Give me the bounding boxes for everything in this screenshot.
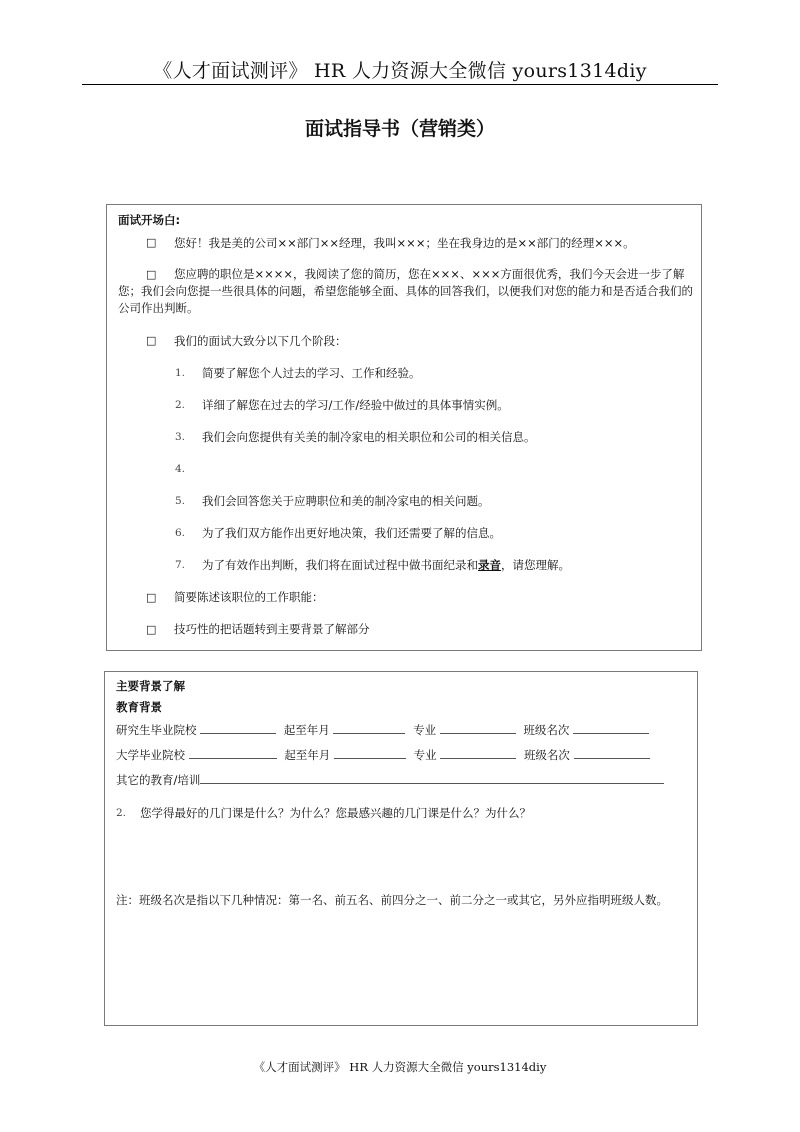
question-text: 您学得最好的几门课是什么？为什么？您最感兴趣的几门课是什么？为什么？ [140,806,531,820]
education-row-undergrad [116,747,650,763]
start-label: 起至年月 [284,748,331,762]
stage-number: 3. [175,431,186,443]
stage-7-text [202,557,570,573]
page-footer: 《人才面试测评》 HR 人力资源大全微信 yours1314diy [253,1060,547,1074]
education-heading: 教育背景 [116,700,162,714]
stage-text: 为了我们双方能作出更好地决策，我们还需要了解的信息。 [202,526,501,540]
stage-7-before: 为了有效作出判断，我们将在面试过程中做书面纪录和 [202,558,478,572]
school-blank [189,747,277,759]
bullet-icon: □ [146,591,157,604]
school-blank [200,722,276,734]
major-blank [440,747,516,759]
other-education-label: 其它的教育/培训 [116,773,201,787]
opening-heading: 面试开场白: [118,213,181,227]
bullet-icon: □ [146,334,157,347]
header-rule [82,84,718,85]
start-blank [334,747,406,759]
bullet-icon: □ [146,623,157,636]
stage-7-after: ，请您理解。 [501,558,570,572]
page-header: 《人才面试测评》 HR 人力资源大全微信 yours1314diy [153,60,647,82]
stage-text: 简要了解您个人过去的学习、工作和经验。 [202,366,421,380]
start-label: 起至年月 [283,723,330,737]
opening-greeting: 您好！我是美的公司××部门××经理，我叫×××；坐在我身边的是××部门的经理×××。 [174,236,635,250]
background-heading: 主要背景了解 [116,679,185,693]
education-row-graduate [116,722,649,738]
bullet-icon: □ [146,268,157,281]
stage-number: 5. [175,495,186,507]
stage-7-emphasis: 录音 [478,558,501,572]
stage-text: 我们会向您提供有关美的制冷家电的相关职位和公司的相关信息。 [202,430,536,444]
bullet-icon: □ [146,236,157,249]
other-education-row [116,772,664,788]
question-number: 2. [116,807,127,819]
stage-number: 4. [175,463,186,475]
school-label: 研究生毕业院校 [116,723,197,737]
other-education-blank [200,772,664,784]
rank-label: 班级名次 [523,748,570,762]
rank-blank [574,747,650,759]
stage-text: 我们会回答您关于应聘职位和美的制冷家电的相关问题。 [202,494,490,508]
major-blank [440,722,516,734]
major-label: 专业 [413,748,437,762]
document-title: 面试指导书（营销类） [304,118,495,140]
stage-text: 详细了解您在过去的学习/工作/经验中做过的具体事情实例。 [202,398,509,412]
rank-note: 注：班级名次是指以下几种情况：第一名、前五名、前四分之一、前二分之一或其它，另外应指明班级人数。 [116,893,668,907]
opening-position-paragraph: 您应聘的职位是××××，我阅读了您的简历，您在×××、×××方面很优秀，我们今天会进一步了解您；我们会向您提一些很具体的问题，希望您能够全面、具体的回答我们，以便我们对您的能力和是否适合我们的公司作出判断。 [118,267,693,315]
stage-number: 7. [175,559,186,571]
duty-item: 简要陈述该职位的工作职能： [174,590,324,604]
stages-intro: 我们的面试大致分以下几个阶段： [174,334,347,348]
stage-number: 1. [175,367,186,379]
school-label: 大学毕业院校 [116,748,185,762]
rank-blank [573,722,649,734]
stage-number: 2. [175,399,186,411]
stage-number: 6. [175,527,186,539]
rank-label: 班级名次 [523,723,570,737]
start-blank [333,722,405,734]
transition-item: 技巧性的把话题转到主要背景了解部分 [174,622,370,636]
major-label: 专业 [413,723,437,737]
